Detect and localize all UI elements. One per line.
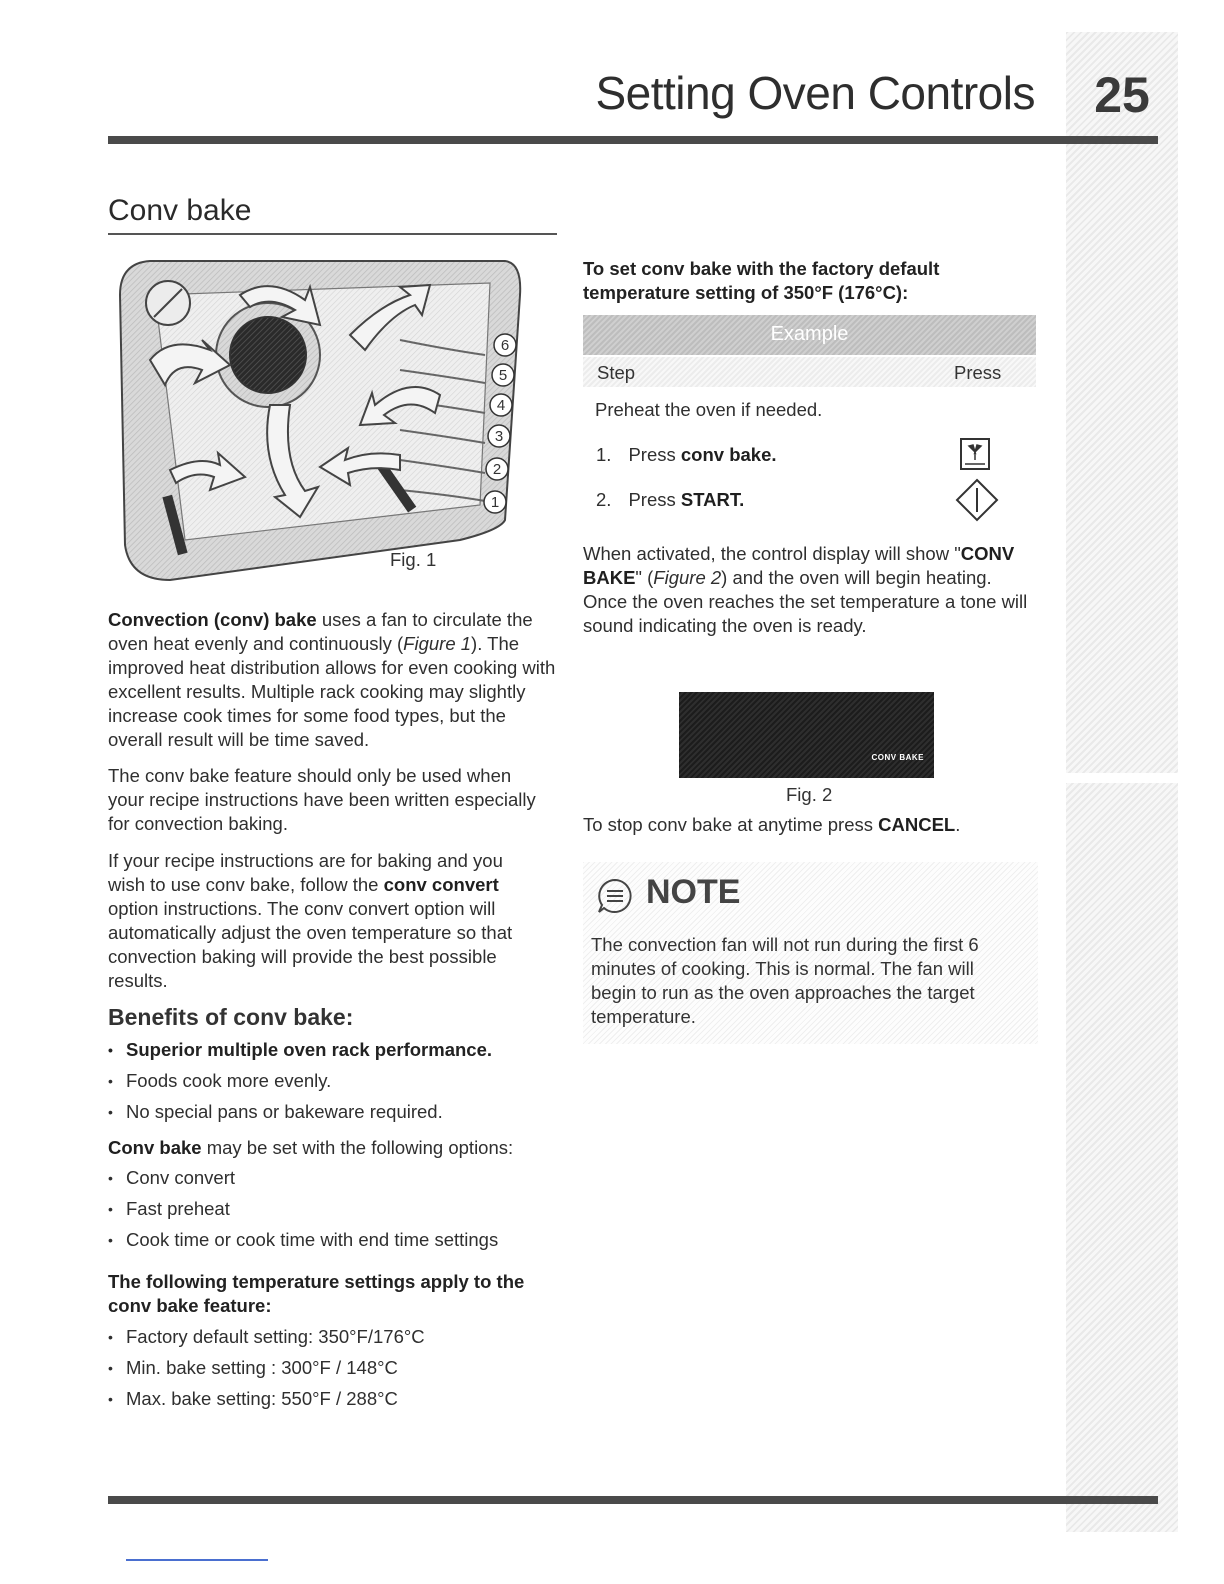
step-2 xyxy=(596,488,744,512)
usage-paragraph: The conv bake feature should only be used when your recipe instructions have been written especially for convection baking. xyxy=(108,765,536,834)
rack-position-label: 5 xyxy=(498,367,508,384)
rack-position-label: 3 xyxy=(494,428,504,445)
stop-bold: CANCEL xyxy=(878,814,956,835)
list-item: • Factory default setting: 350°F/176°C xyxy=(108,1325,558,1356)
note-icon xyxy=(596,877,634,915)
rack-position-label: 2 xyxy=(492,461,502,478)
page-title: Setting Oven Controls xyxy=(595,67,1035,119)
activated-text: When activated, the control display will show " xyxy=(583,543,961,564)
activated-text-2: " ( xyxy=(635,567,654,588)
activated-text-3: ) and the oven will begin heating. Once the oven reaches the set temperature a tone will sound indicating the oven is ready. xyxy=(583,567,1028,636)
page-number: 25 xyxy=(1094,67,1150,123)
display-text: CONV BAKE xyxy=(871,753,924,762)
intro-text: uses a fan to circulate the oven heat evenly and continuously ( xyxy=(108,609,533,654)
footer-rule xyxy=(108,1496,1158,1504)
footer-link-line xyxy=(126,1559,268,1561)
section-title: Conv bake xyxy=(108,194,252,227)
convert-text: If your recipe instructions are for baking and you wish to use conv bake, follow the xyxy=(108,850,503,895)
options-intro xyxy=(108,1136,558,1160)
stop-paragraph xyxy=(583,813,960,837)
list-item: • Max. bake setting: 550°F / 288°C xyxy=(108,1387,558,1418)
step-1 xyxy=(596,443,777,467)
step-number: 2. xyxy=(596,489,612,510)
convert-paragraph xyxy=(108,849,540,993)
list-item: • No special pans or bakeware required. xyxy=(108,1100,558,1131)
oven-convection-illustration xyxy=(110,255,530,585)
intro-paragraph xyxy=(108,608,563,752)
step-bold: START. xyxy=(680,489,745,510)
figure-2-caption: Fig. 2 xyxy=(786,784,833,805)
temperature-list xyxy=(108,1325,558,1418)
step-bold: conv bake. xyxy=(680,444,777,465)
instructions-heading: To set conv bake with the factory default temperature setting of 350°F (176°C): xyxy=(583,258,940,303)
side-tab-gap xyxy=(1066,773,1178,783)
rack-position-label: 4 xyxy=(496,397,506,414)
activated-bold: CONV BAKE xyxy=(583,543,1015,588)
rack-position-label: 1 xyxy=(490,494,500,511)
section-rule xyxy=(108,233,557,235)
note-title: NOTE xyxy=(646,873,741,911)
stop-text: To stop conv bake at anytime press xyxy=(583,814,879,835)
header-rule xyxy=(108,136,1158,144)
options-intro-text: may be set with the following options: xyxy=(201,1137,514,1158)
intro-text-cont: ). The improved heat distribution allows for even cooking with excellent results. Multiple rack cooking may slightly increase cook times for some food types, but the overall result will be time saved. xyxy=(108,633,556,750)
preheat-text: Preheat the oven if needed. xyxy=(595,399,823,420)
step-number: 1. xyxy=(596,444,612,465)
temperature-heading: The following temperature settings apply to the conv bake feature: xyxy=(108,1271,525,1316)
figure-1-caption: Fig. 1 xyxy=(390,549,437,570)
options-intro-bold: Conv bake xyxy=(108,1137,202,1158)
stop-end: . xyxy=(955,814,961,835)
benefits-list xyxy=(108,1038,558,1131)
intro-bold: Convection (conv) bake xyxy=(108,609,317,630)
conv-bake-key-icon xyxy=(960,438,990,470)
example-col-press: Press xyxy=(954,362,1002,383)
list-item: • Fast preheat xyxy=(108,1197,558,1228)
step-text: Press xyxy=(628,444,681,465)
control-display-figure xyxy=(679,692,934,778)
example-title-bar: Example xyxy=(583,315,1036,355)
list-item: • Min. bake setting : 300°F / 148°C xyxy=(108,1356,558,1387)
note-text: The convection fan will not run during the first 6 minutes of cooking. This is normal. The fan will begin to run as the oven approaches the target temperature. xyxy=(591,934,979,1027)
start-key-icon xyxy=(955,478,999,522)
convert-text-cont: option instructions. The conv convert option will automatically adjust the oven temperature so that convection baking will provide the best possible results. xyxy=(108,898,513,991)
activated-paragraph xyxy=(583,542,1038,638)
list-item: • Superior multiple oven rack performance. xyxy=(108,1038,558,1069)
list-item: • Foods cook more evenly. xyxy=(108,1069,558,1100)
activated-figure-ref: Figure 2 xyxy=(653,567,722,588)
list-item: • Cook time or cook time with end time settings xyxy=(108,1228,558,1259)
example-col-step: Step xyxy=(597,362,636,383)
intro-figure-ref: Figure 1 xyxy=(403,633,472,654)
convert-bold: conv convert xyxy=(383,874,499,895)
benefits-heading: Benefits of conv bake: xyxy=(108,1004,354,1030)
options-list xyxy=(108,1166,558,1259)
step-text: Press xyxy=(628,489,681,510)
rack-position-label: 6 xyxy=(500,337,510,354)
list-item: • Conv convert xyxy=(108,1166,558,1197)
